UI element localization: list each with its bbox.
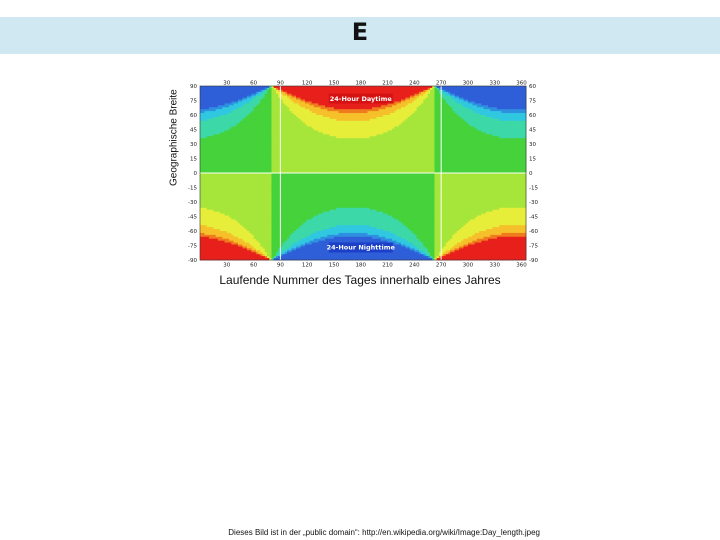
slide-title: E [351, 18, 369, 46]
day-length-chart [170, 80, 550, 275]
plot-area [200, 86, 526, 260]
